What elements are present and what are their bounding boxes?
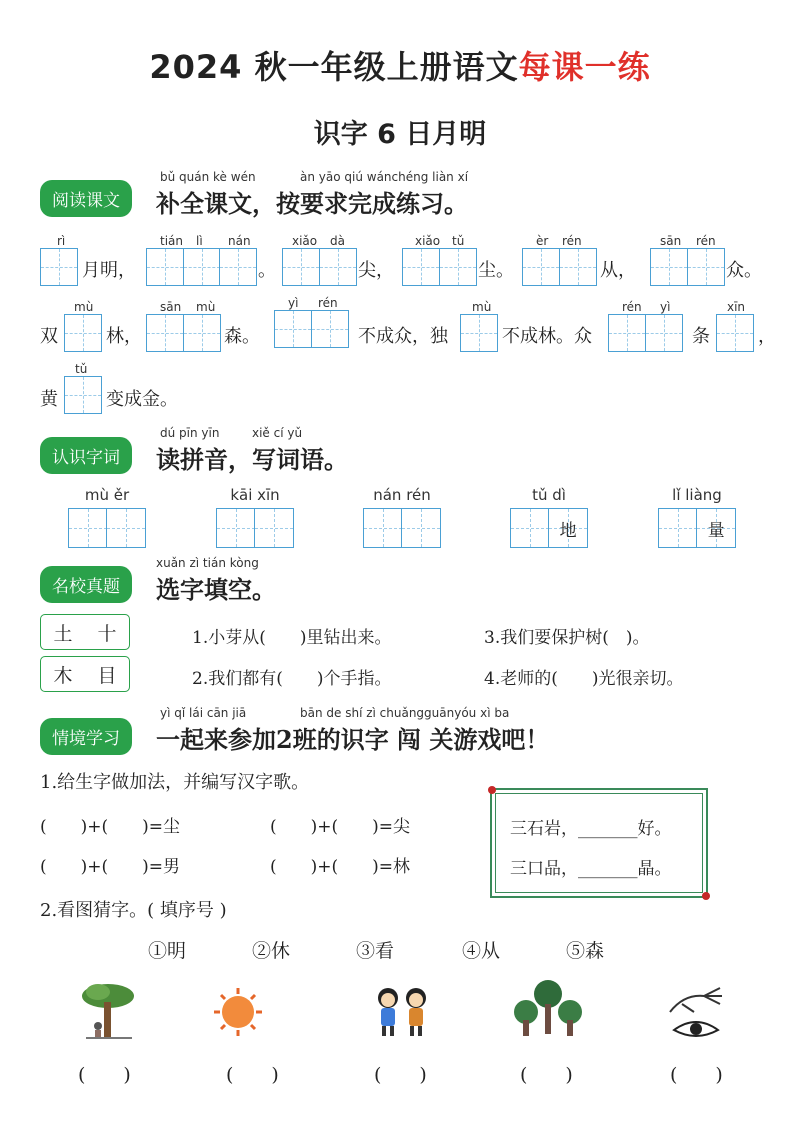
section-instruction: 一起来参加2班的识字 闯 关游戏吧！ [156,725,550,754]
question-text: 1.小芽从( )里钻出来。 [192,628,392,648]
tree-person-icon [76,978,140,1042]
equation: ( )+( )=林 [270,857,411,877]
option: ②休 [252,940,291,962]
option: ⑤森 [566,940,605,962]
pinyin: mù [196,300,216,314]
badge-situational: 情境学习 [40,718,132,755]
cloze-text: 条 [692,326,710,347]
pinyin: xīn [727,300,746,314]
pinyin: rì [57,234,66,248]
option: ③看 [356,940,395,962]
question-title: 1.给生字做加法，并编写汉字歌。 [40,772,310,793]
badge-exam: 名校真题 [40,566,132,603]
title-highlight: 每课一练 [518,48,651,86]
answer-grid[interactable] [650,248,725,286]
cloze-text: 不成林。众 [502,326,592,347]
pinyin: sān [660,234,682,248]
cloze-text: ， [758,326,776,347]
title-main: 2024 秋一年级上册语文 [149,48,519,86]
cloze-text: 月明， [82,260,136,281]
holly-icon [488,786,496,794]
lesson-title: 识字 6 日月明 [313,119,487,150]
word-item [363,486,441,548]
answer-grid[interactable] [522,248,597,286]
page-title [0,42,800,88]
answer-grid[interactable] [460,314,498,352]
cloze-text: 尘。 [478,260,514,281]
choice-char: 十 [97,622,117,645]
poem-line: 三石岩，_______好。 [510,819,672,839]
holly-icon [702,892,710,900]
answer-grid[interactable] [274,310,349,348]
pinyin: rén [696,234,716,248]
pinyin: lì [196,234,203,248]
pinyin: tǔ [452,234,465,248]
cloze-text: 双 [40,326,58,347]
cloze-text: 众。 [726,260,762,281]
cloze-text: 森。 [224,326,260,347]
two-kids-icon [370,984,436,1040]
answer-grid[interactable] [608,314,683,352]
answer-grid[interactable] [64,376,102,414]
pinyin: rén [562,234,582,248]
word-item [68,486,146,548]
answer-grid[interactable] [363,508,441,548]
pinyin: tǔ [75,362,88,376]
badge-reading: 阅读课文 [40,180,132,217]
pinyin: xiě cí yǔ [252,426,303,440]
pinyin: tǔ dì [532,486,566,504]
cloze-text: 变成金。 [106,389,178,410]
answer-blank[interactable]: ( ) [670,1064,723,1086]
equation: ( )+( )=尘 [40,817,181,837]
answer-grid[interactable]: 量 [658,508,736,548]
pinyin: nán rén [373,486,431,504]
cloze-text: 从， [600,260,636,281]
pinyin: èr [536,234,549,248]
pinyin: dú pīn yīn [160,426,220,440]
answer-blank[interactable]: ( ) [374,1064,427,1086]
pinyin: àn yāo qiú wánchéng liàn xí [300,170,469,184]
word-item [216,486,294,548]
answer-grid[interactable] [146,314,221,352]
answer-grid[interactable]: 地 [510,508,588,548]
pinyin: yì [288,296,299,310]
pinyin: lǐ liàng [672,486,722,504]
choice-char: 目 [97,664,117,687]
answer-grid[interactable] [68,508,146,548]
answer-grid[interactable] [40,248,78,286]
answer-grid[interactable] [282,248,357,286]
answer-grid[interactable] [716,314,754,352]
cloze-text: 不成众，独 [358,326,448,347]
question-text: 3.我们要保护树( )。 [484,628,650,648]
cloze-text: 黄 [40,389,58,410]
pinyin: yì [660,300,671,314]
pinyin: bǔ quán kè wén [160,170,256,184]
choice-box [40,656,130,692]
pinyin: xiǎo [415,234,441,248]
pinyin: rén [318,296,338,310]
answer-grid[interactable] [64,314,102,352]
section-instruction: 补全课文，按要求完成练习。 [156,189,468,218]
pinyin: sān [160,300,182,314]
answer-grid[interactable] [402,248,477,286]
question-title: 2.看图猜字。( 填序号 ) [40,900,227,921]
answer-grid[interactable] [216,508,294,548]
pinyin: tián [160,234,183,248]
poem-box [490,788,708,898]
word-item [658,486,736,548]
question-text: 2.我们都有( )个手指。 [192,669,392,689]
answer-grid[interactable] [146,248,257,286]
pinyin: mù [472,300,492,314]
pinyin: mù ěr [84,486,130,504]
pinyin: bān de shí zì chuǎngguānyóu xì ba [300,706,510,720]
answer-blank[interactable]: ( ) [226,1064,279,1086]
pinyin: xiǎo [292,234,318,248]
section-instruction: 读拼音，写词语。 [156,445,348,474]
pinyin: nán [228,234,251,248]
pinyin: yì qǐ lái cān jiā [160,706,247,720]
question-text: 4.老师的( )光很亲切。 [484,669,684,689]
choice-box [40,614,130,650]
cloze-text: 林， [106,326,142,347]
poem-line: 三口品，_______晶。 [510,859,672,879]
three-trees-icon [512,976,584,1042]
choice-char: 木 [53,664,73,687]
sun-moon-icon [210,984,300,1040]
badge-words: 认识字词 [40,437,132,474]
equation: ( )+( )=尖 [270,817,411,837]
word-item [510,486,588,548]
option: ④从 [462,940,501,962]
pinyin: xuǎn zì tián kòng [156,556,259,570]
answer-blank[interactable]: ( ) [520,1064,573,1086]
cloze-text: 。 [258,260,276,281]
equation: ( )+( )=男 [40,857,181,877]
hand-eye-icon [664,982,730,1042]
pinyin: dà [330,234,345,248]
pinyin: kāi xīn [230,486,280,504]
cloze-text: 尖， [358,260,394,281]
section-instruction: 选字填空。 [156,575,276,604]
pinyin: mù [74,300,94,314]
choice-char: 土 [53,622,73,645]
option: ①明 [148,940,187,962]
pinyin: rén [622,300,642,314]
answer-blank[interactable]: ( ) [78,1064,131,1086]
